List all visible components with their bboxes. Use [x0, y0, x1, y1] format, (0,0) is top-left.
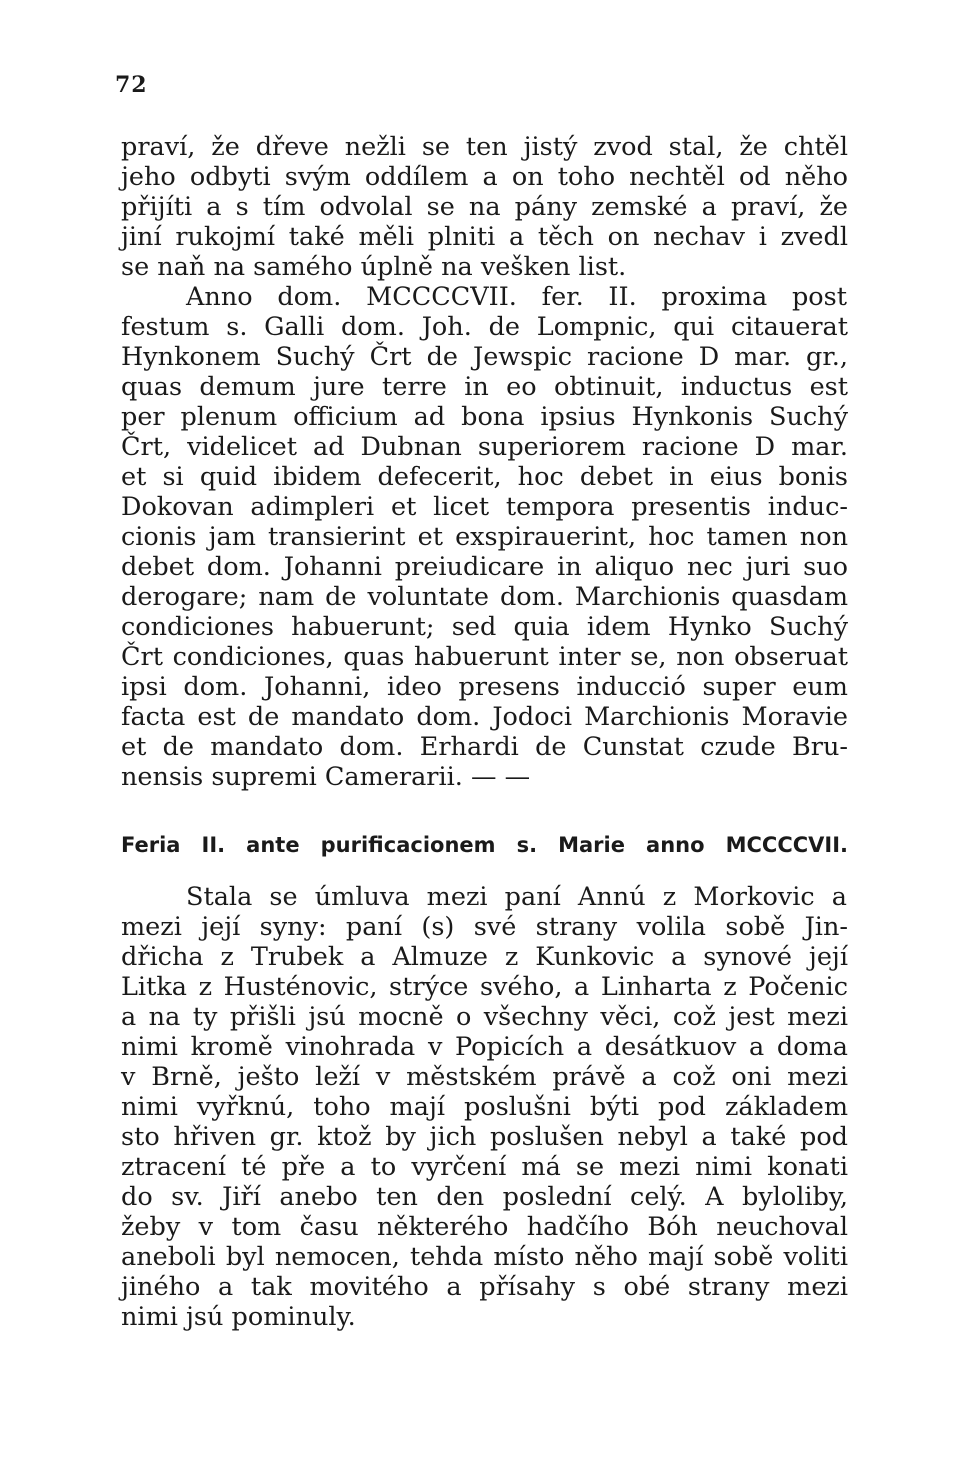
text-line: per plenum officium ad bona ipsius Hynkonis Suchý: [121, 402, 848, 432]
text-line: debet dom. Johanni preiudicare in aliquo nec juri suo: [121, 552, 848, 582]
text-line: se naň na samého úplně na vešken list.: [121, 252, 627, 282]
text-line: přijíti a s tím odvolal se na pány zemské a praví, že: [121, 192, 848, 222]
text-line: facta est de mandato dom. Jodoci Marchionis Moravie: [121, 702, 848, 732]
text-line: nensis supremi Camerarii. — —: [121, 762, 531, 792]
text-line: v Brně, ješto leží v městském právě a což oni mezi: [121, 1062, 848, 1092]
text-line: Anno dom. MCCCCVII. fer. II. proxima post: [186, 282, 847, 312]
text-line: jiného a tak movitého a přísahy s obé strany mezi: [121, 1272, 848, 1302]
text-line: cionis jam transierint et exspirauerint, hoc tamen non: [121, 522, 848, 552]
text-line: jiní rukojmí také měli plniti a těch on nechav i zvedl: [121, 222, 848, 252]
section-heading: Feria II. ante purificacionem s. Marie anno MCCCCVII.: [121, 833, 848, 857]
text-line: et de mandato dom. Erhardi de Cunstat czude Bru-: [121, 732, 848, 762]
text-line: dřicha z Trubek a Almuze z Kunkovic a synové její: [121, 942, 848, 972]
text-line: ztracení té pře a to vyrčení má se mezi nimi konati: [121, 1152, 848, 1182]
text-line: Stala se úmluva mezi paní Annú z Morkovic a: [186, 882, 847, 912]
text-line: Dokovan adimpleri et licet tempora presentis induc-: [121, 492, 848, 522]
text-line: nimi vyřknú, toho mají poslušni býti pod základem: [121, 1092, 848, 1122]
text-line: derogare; nam de voluntate dom. Marchionis quasdam: [121, 582, 848, 612]
text-line: nimi kromě vinohrada v Popicích a desátkuov a doma: [121, 1032, 848, 1062]
text-line: Hynkonem Suchý Črt de Jewspic racione D mar. gr.,: [121, 342, 848, 372]
text-line: a na ty přišli jsú mocně o všechny věci, což jest mezi: [121, 1002, 848, 1032]
text-line: jeho odbyti svým oddílem a on toho nechtěl od něho: [121, 162, 848, 192]
text-line: ipsi dom. Johanni, ideo presens inducció super eum: [121, 672, 848, 702]
text-line: Litka z Husténovic, strýce svého, a Linharta z Počenic: [121, 972, 848, 1002]
page-number: 72: [115, 72, 148, 98]
text-line: nimi jsú pominuly.: [121, 1302, 356, 1332]
text-line: žeby v tom času některého hadčího Bóh neuchoval: [121, 1212, 848, 1242]
text-line: condiciones habuerunt; sed quia idem Hynko Suchý: [121, 612, 848, 642]
text-line: do sv. Jiří anebo ten den poslední celý. A byloliby,: [121, 1182, 848, 1212]
text-line: et si quid ibidem defecerit, hoc debet in eius bonis: [121, 462, 848, 492]
text-line: sto hřiven gr. ktož by jich poslušen nebyl a také pod: [121, 1122, 848, 1152]
text-line: praví, že dřeve nežli se ten jistý zvod stal, že chtěl: [121, 132, 848, 162]
text-line: aneboli byl nemocen, tehda místo něho mají sobě voliti: [121, 1242, 848, 1272]
text-line: mezi její syny: paní (s) své strany volila sobě Jin-: [121, 912, 848, 942]
text-line: Črt, videlicet ad Dubnan superiorem racione D mar.: [121, 432, 848, 462]
text-line: Črt condiciones, quas habuerunt inter se, non obseruat: [121, 642, 848, 672]
text-line: quas demum jure terre in eo obtinuit, inductus est: [121, 372, 848, 402]
text-line: festum s. Galli dom. Joh. de Lompnic, qui citauerat: [121, 312, 848, 342]
